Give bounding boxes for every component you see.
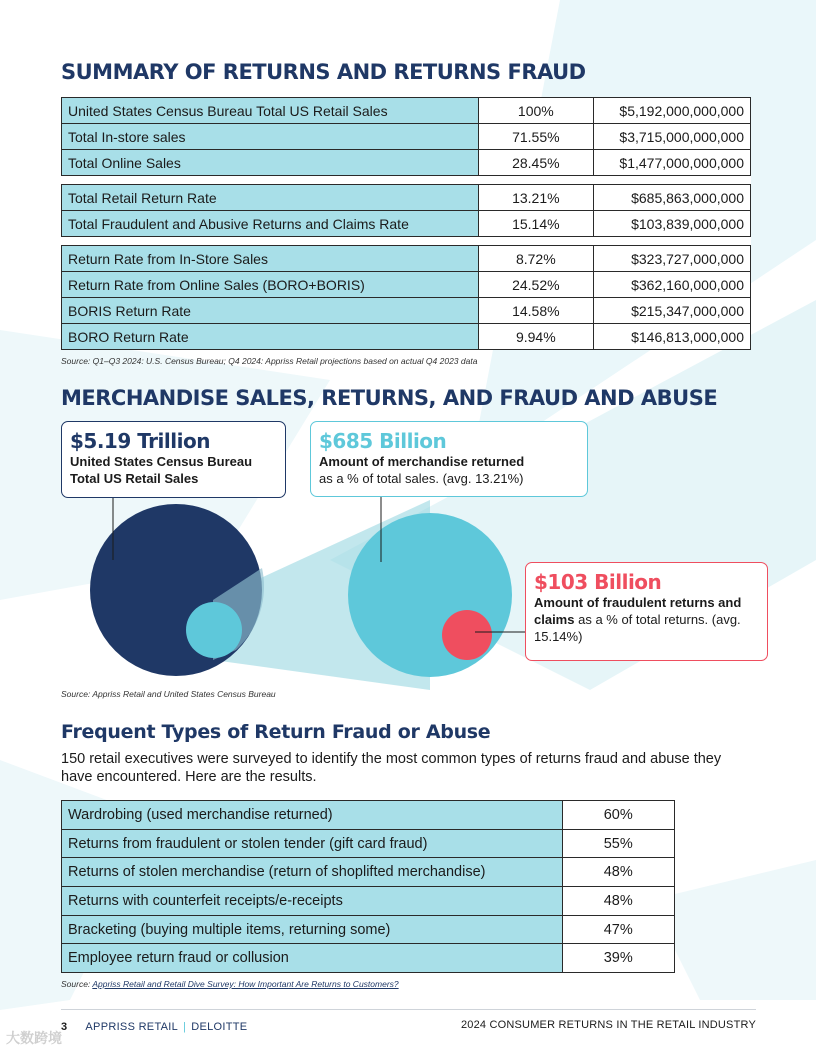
row-label: United States Census Bureau Total US Retail Sales: [62, 98, 479, 124]
sales-desc-line2: Total US Retail Sales: [70, 471, 199, 486]
row-label: Total Online Sales: [62, 150, 479, 176]
table-row: [62, 829, 675, 858]
table-row: [62, 298, 751, 324]
footer-company-1: APPRISS RETAIL: [85, 1021, 179, 1033]
fraud-types-title: Frequent Types of Return Fraud or Abuse: [61, 721, 491, 743]
row-label: Total Fraudulent and Abusive Returns and Claims Rate: [62, 211, 479, 237]
sales-callout: [61, 421, 286, 498]
table-row: [62, 887, 675, 916]
table-row: [62, 858, 675, 887]
fraud-type-label: Employee return fraud or collusion: [62, 944, 563, 973]
table-row: [62, 124, 751, 150]
row-percent: 14.58%: [478, 298, 594, 324]
fraud-value: $103 Billion: [534, 570, 662, 594]
row-percent: 24.52%: [478, 272, 594, 298]
row-amount: $362,160,000,000: [594, 272, 751, 298]
table-row: [62, 98, 751, 124]
fraud-type-percent: 48%: [562, 858, 675, 887]
row-label: Total Retail Return Rate: [62, 185, 479, 211]
fraud-type-percent: 48%: [562, 887, 675, 916]
table-row: [62, 801, 675, 830]
table-row: [62, 211, 751, 237]
footer-separator: |: [183, 1021, 187, 1033]
fraud-types-table: [61, 800, 675, 973]
table-gap: [62, 176, 751, 185]
row-label: BORIS Return Rate: [62, 298, 479, 324]
returned-callout: [310, 421, 588, 497]
row-amount: $3,715,000,000,000: [594, 124, 751, 150]
merchandise-title: MERCHANDISE SALES, RETURNS, AND FRAUD AND ABUSE: [61, 386, 718, 410]
fraud-type-label: Bracketing (buying multiple items, returning some): [62, 915, 563, 944]
footer-report-title: 2024 CONSUMER RETURNS IN THE RETAIL INDUSTRY: [460, 1019, 756, 1031]
table-row: [62, 324, 751, 350]
fraud-type-percent: 39%: [562, 944, 675, 973]
returns-in-sales-circle: [186, 602, 242, 658]
table-row: [62, 150, 751, 176]
fraud-types-intro: 150 retail executives were surveyed to identify the most common types of returns fraud and abuse they have encountered. Here are the results.: [61, 751, 722, 785]
table-row: [62, 272, 751, 298]
summary-source: Source: Q1–Q3 2024: U.S. Census Bureau; Q4 2024: Appriss Retail projections based on actual Q4 2023 data: [61, 356, 478, 366]
row-amount: $146,813,000,000: [594, 324, 751, 350]
footer-company-2: DELOITTE: [191, 1021, 248, 1033]
row-label: BORO Return Rate: [62, 324, 479, 350]
row-percent: 13.21%: [478, 185, 594, 211]
fraud-desc-rest: as a % of total returns. (avg. 15.14%): [534, 612, 741, 644]
fraud-type-percent: 60%: [562, 801, 675, 830]
returned-desc-rest: as a % of total sales. (avg. 13.21%): [319, 471, 524, 486]
row-percent: 8.72%: [478, 246, 594, 272]
fraud-circle: [442, 610, 492, 660]
footer-divider: [61, 1009, 756, 1010]
row-label: Return Rate from Online Sales (BORO+BORIS): [62, 272, 479, 298]
watermark: 大数跨境: [6, 1030, 62, 1046]
fraud-type-label: Returns with counterfeit receipts/e-receipts: [62, 887, 563, 916]
row-percent: 100%: [478, 98, 594, 124]
page-number: 3: [61, 1021, 68, 1033]
source-link[interactable]: Appriss Retail and Retail Dive Survey: How Important Are Returns to Customers?: [92, 979, 399, 989]
fraud-type-label: Wardrobing (used merchandise returned): [62, 801, 563, 830]
returns-circle: [348, 513, 512, 677]
row-amount: $323,727,000,000: [594, 246, 751, 272]
fraud-desc-bold: Amount of fraudulent returns and claims: [534, 595, 742, 627]
row-amount: $5,192,000,000,000: [594, 98, 751, 124]
row-amount: $685,863,000,000: [594, 185, 751, 211]
fraud-type-label: Returns of stolen merchandise (return of shoplifted merchandise): [62, 858, 563, 887]
table-gap: [62, 237, 751, 246]
fraud-callout: [525, 562, 768, 661]
row-percent: 28.45%: [478, 150, 594, 176]
sales-desc-line1: United States Census Bureau: [70, 454, 253, 469]
fraud-types-source: [61, 979, 399, 989]
fraud-type-percent: 47%: [562, 915, 675, 944]
table-row: [62, 246, 751, 272]
row-amount: $1,477,000,000,000: [594, 150, 751, 176]
row-percent: 15.14%: [478, 211, 594, 237]
source-prefix: Source:: [61, 979, 93, 989]
summary-title: SUMMARY OF RETURNS AND RETURNS FRAUD: [61, 60, 586, 84]
returned-desc-bold: Amount of merchandise returned: [319, 454, 525, 469]
table-row: [62, 944, 675, 973]
row-percent: 71.55%: [478, 124, 594, 150]
table-row: [62, 185, 751, 211]
fraud-type-percent: 55%: [562, 829, 675, 858]
row-amount: $215,347,000,000: [594, 298, 751, 324]
returned-value: $685 Billion: [319, 429, 447, 453]
row-percent: 9.94%: [478, 324, 594, 350]
row-amount: $103,839,000,000: [594, 211, 751, 237]
fraud-type-label: Returns from fraudulent or stolen tender (gift card fraud): [62, 829, 563, 858]
row-label: Return Rate from In-Store Sales: [62, 246, 479, 272]
summary-table: [61, 97, 751, 350]
merchandise-source: Source: Appriss Retail and United States Census Bureau: [61, 689, 276, 699]
row-label: Total In-store sales: [62, 124, 479, 150]
footer-left: [61, 1021, 247, 1033]
table-row: [62, 915, 675, 944]
sales-value: $5.19 Trillion: [70, 429, 210, 453]
